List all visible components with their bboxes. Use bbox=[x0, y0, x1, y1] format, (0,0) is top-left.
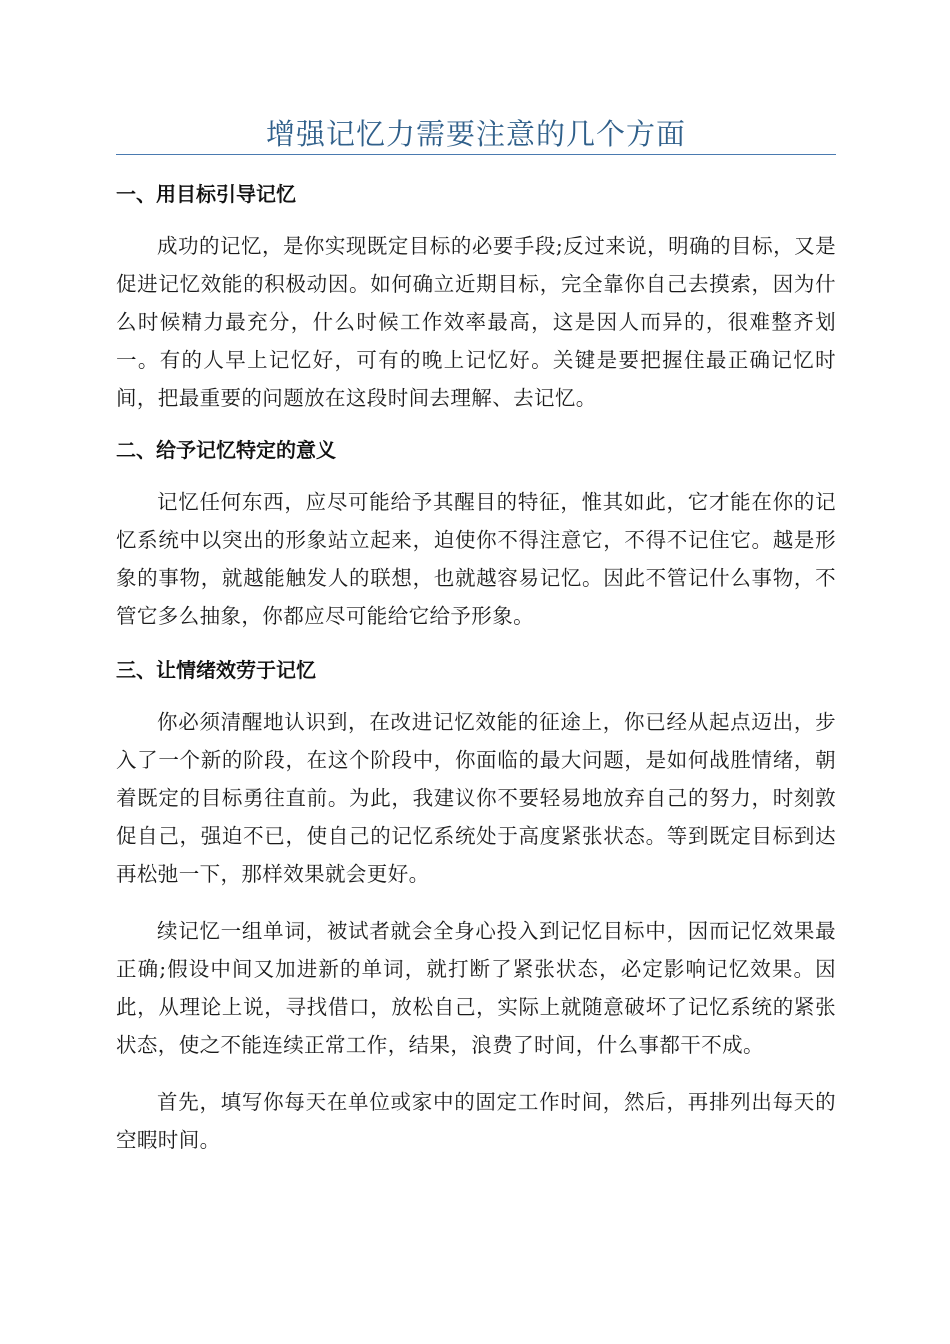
document-title: 增强记忆力需要注意的几个方面 bbox=[265, 117, 686, 151]
section-heading-1: 一、用目标引导记忆 bbox=[116, 182, 296, 206]
section-3-paragraph-2: 续记忆一组单词，被试者就会全身心投入到记忆目标中，因而记忆效果最正确;假设中间又加进新的单词，就打断了紧张状态，必定影响记忆效果。因此，从理论上说，寻找借口，放松自己，实际上就随意破坏了记忆系统的紧张状态，使之不能连续正常工作，结果，浪费了时间，什么事都干不成。 bbox=[116, 919, 836, 1057]
section-heading-3: 三、让情绪效劳于记忆 bbox=[116, 658, 316, 682]
section-3-paragraph-3: 首先，填写你每天在单位或家中的固定工作时间，然后，再排列出每天的空暇时间。 bbox=[116, 1090, 836, 1152]
section-heading-2: 二、给予记忆特定的意义 bbox=[116, 438, 336, 462]
document-page bbox=[116, 112, 836, 1159]
section-1-paragraph-1: 成功的记忆，是你实现既定目标的必要手段;反过来说，明确的目标，又是促进记忆效能的积极动因。如何确立近期目标，完全靠你自己去摸索，因为什么时候精力最充分，什么时候工作效率最高，这是因人而异的，很难整齐划一。有的人早上记忆好，可有的晚上记忆好。关键是要把握住最正确记忆时间，把最重要的问题放在这段时间去理解、去记忆。 bbox=[116, 234, 836, 410]
section-2-paragraph-1: 记忆任何东西，应尽可能给予其醒目的特征，惟其如此，它才能在你的记忆系统中以突出的形象站立起来，迫使你不得注意它，不得不记住它。越是形象的事物，就越能触发人的联想，也就越容易记忆。因此不管记什么事物，不管它多么抽象，你都应尽可能给它给予形象。 bbox=[116, 490, 836, 628]
section-3-paragraph-1: 你必须清醒地认识到，在改进记忆效能的征途上，你已经从起点迈出，步入了一个新的阶段，在这个阶段中，你面临的最大问题，是如何战胜情绪，朝着既定的目标勇往直前。为此，我建议你不要轻易地放弃自己的努力，时刻敦促自己，强迫不已，使自己的记忆系统处于高度紧张状态。等到既定目标到达再松弛一下，那样效果就会更好。 bbox=[116, 710, 836, 886]
